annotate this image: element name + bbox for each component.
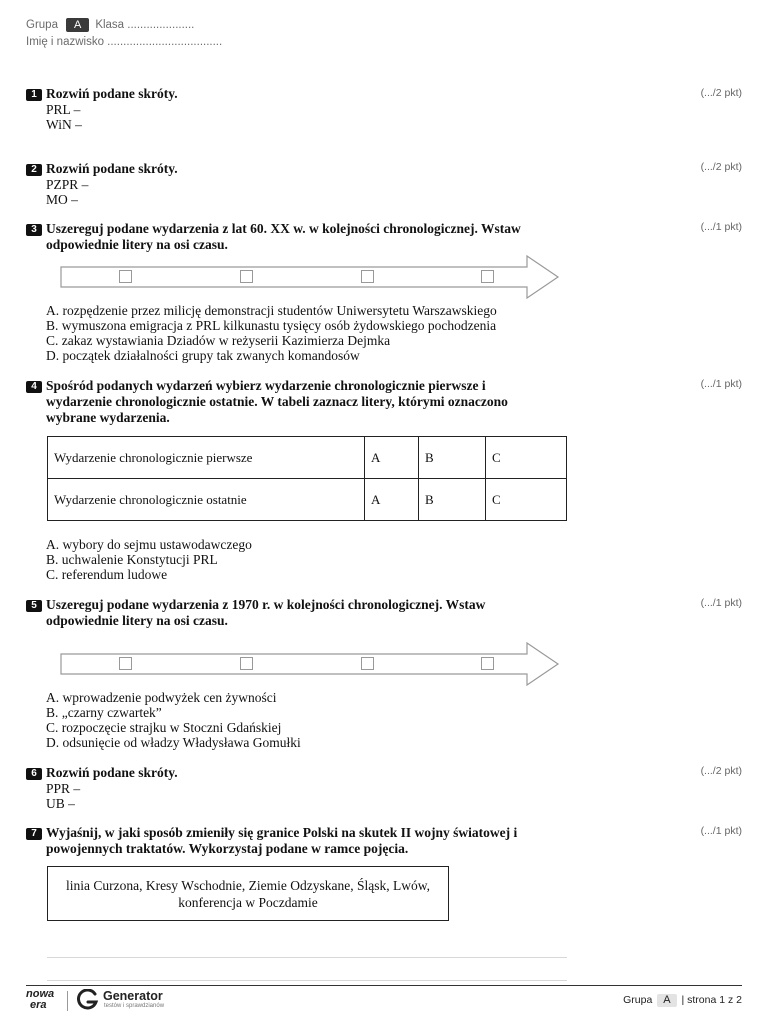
points-label: (.../1 pkt) <box>700 597 742 609</box>
generator-logo-subtext: testów i sprawdzianów <box>104 1003 165 1009</box>
question-title-line-2: odpowiednie litery na osi czasu. <box>46 237 228 252</box>
choice-a[interactable]: A <box>365 437 419 479</box>
generator-g-icon <box>76 989 100 1011</box>
timeline-slot[interactable] <box>119 270 132 283</box>
header-group-row <box>26 18 194 32</box>
question-2 <box>26 161 586 207</box>
question-number: 6 <box>26 768 42 780</box>
footer-page-info <box>623 994 742 1007</box>
option-a: A. wybory do sejmu ustawodawczego <box>46 537 252 552</box>
answer-line[interactable]: WiN – <box>46 117 82 132</box>
question-title-line-1: Wyjaśnij, w jaki sposób zmieniły się granice Polski na skutek II wojny światowej i <box>46 825 518 840</box>
answer-line[interactable]: UB – <box>46 796 75 811</box>
table-row <box>48 479 567 521</box>
timeline-5 <box>60 642 560 686</box>
option-a: A. rozpędzenie przez milicję demonstracji studentów Uniwersytetu Warszawskiego <box>46 303 497 318</box>
group-label: Grupa <box>26 19 58 31</box>
points-label: (.../2 pkt) <box>700 87 742 99</box>
question-1 <box>26 86 586 132</box>
class-label: Klasa ..................... <box>95 19 195 31</box>
option-c: C. referendum ludowe <box>46 567 168 582</box>
footer-divider <box>26 985 742 986</box>
points-label: (.../1 pkt) <box>700 378 742 390</box>
choice-b[interactable]: B <box>419 479 486 521</box>
option-b: B. wymuszona emigracja z PRL kilkunastu tysięcy osób żydowskiego pochodzenia <box>46 318 497 333</box>
generator-logo-text: Generator <box>103 989 163 1003</box>
points-label: (.../2 pkt) <box>700 765 742 777</box>
concepts-box <box>47 866 449 921</box>
choice-a[interactable]: A <box>365 479 419 521</box>
option-d: D. odsunięcie od władzy Władysława Gomułki <box>46 735 301 750</box>
question-number: 7 <box>26 828 42 840</box>
name-label: Imię i nazwisko .................................... <box>26 36 223 48</box>
timeline-slot[interactable] <box>361 657 374 670</box>
question-title: Rozwiń podane skróty. <box>46 765 178 780</box>
question-number: 5 <box>26 600 42 612</box>
option-a: A. wprowadzenie podwyżek cen żywności <box>46 690 277 705</box>
table-row-label: Wydarzenie chronologicznie ostatnie <box>48 479 365 521</box>
timeline-slot[interactable] <box>119 657 132 670</box>
question-number: 3 <box>26 224 42 236</box>
choice-c[interactable]: C <box>486 479 567 521</box>
footer-group-label: Grupa <box>623 994 653 1006</box>
question-4-options <box>26 537 586 582</box>
answer-line[interactable]: MO – <box>46 192 78 207</box>
timeline-slot[interactable] <box>240 657 253 670</box>
nowa-era-logo <box>26 989 62 1015</box>
points-label: (.../1 pkt) <box>700 825 742 837</box>
answer-writing-line[interactable] <box>47 980 567 981</box>
timeline-slot[interactable] <box>361 270 374 283</box>
question-6 <box>26 765 586 811</box>
answer-table <box>47 436 567 521</box>
question-title-line-3: wybrane wydarzenia. <box>46 410 170 425</box>
option-b: B. uchwalenie Konstytucji PRL <box>46 552 218 567</box>
choice-c[interactable]: C <box>486 437 567 479</box>
answer-line[interactable]: PRL – <box>46 102 81 117</box>
footer-page-label: | strona 1 z 2 <box>681 994 742 1006</box>
question-title-line-2: wydarzenie chronologicznie ostatnie. W tabeli zaznacz litery, którymi oznaczono <box>46 394 508 409</box>
logo-separator <box>67 991 68 1011</box>
logo-line-2: era <box>30 999 47 1011</box>
points-label: (.../2 pkt) <box>700 161 742 173</box>
option-d: D. początek działalności grupy tak zwanych komandosów <box>46 348 360 363</box>
option-c: C. rozpoczęcie strajku w Stoczni Gdańskiej <box>46 720 282 735</box>
option-b: B. „czarny czwartek” <box>46 705 162 720</box>
question-3-options <box>26 303 586 363</box>
answer-writing-line[interactable] <box>47 957 567 958</box>
question-4 <box>26 378 586 426</box>
question-title-line-2: powojennych traktatów. Wykorzystaj podane w ramce pojęcia. <box>46 841 409 856</box>
option-c: C. zakaz wystawiania Dziadów w reżyserii Kazimierza Dejmka <box>46 333 391 348</box>
answer-line[interactable]: PZPR – <box>46 177 89 192</box>
question-number: 1 <box>26 89 42 101</box>
table-row <box>48 437 567 479</box>
points-label: (.../1 pkt) <box>700 221 742 233</box>
question-5-options <box>26 690 586 750</box>
concepts-line-1: linia Curzona, Kresy Wschodnie, Ziemie Odzyskane, Śląsk, Lwów, <box>65 878 431 893</box>
question-title-line-1: Uszereguj podane wydarzenia z lat 60. XX w. w kolejności chronologicznej. Wstaw <box>46 221 521 236</box>
question-title: Rozwiń podane skróty. <box>46 161 178 176</box>
question-7 <box>26 825 586 857</box>
concepts-line-2: konferencja w Poczdamie <box>178 895 318 910</box>
timeline-slot[interactable] <box>481 657 494 670</box>
question-title-line-2: odpowiednie litery na osi czasu. <box>46 613 228 628</box>
answer-line[interactable]: PPR – <box>46 781 81 796</box>
choice-b[interactable]: B <box>419 437 486 479</box>
timeline-3 <box>60 255 560 299</box>
table-row-label: Wydarzenie chronologicznie pierwsze <box>48 437 365 479</box>
timeline-slot[interactable] <box>481 270 494 283</box>
footer-group-badge: A <box>657 994 676 1007</box>
question-title: Rozwiń podane skróty. <box>46 86 178 101</box>
question-5 <box>26 597 586 629</box>
question-number: 2 <box>26 164 42 176</box>
timeline-slot[interactable] <box>240 270 253 283</box>
logo-line-1: nowa <box>26 988 55 1000</box>
question-3 <box>26 221 586 253</box>
question-title-line-1: Uszereguj podane wydarzenia z 1970 r. w kolejności chronologicznej. Wstaw <box>46 597 486 612</box>
question-title-line-1: Spośród podanych wydarzeń wybierz wydarzenie chronologicznie pierwsze i <box>46 378 486 393</box>
group-badge: A <box>66 18 89 32</box>
question-number: 4 <box>26 381 42 393</box>
